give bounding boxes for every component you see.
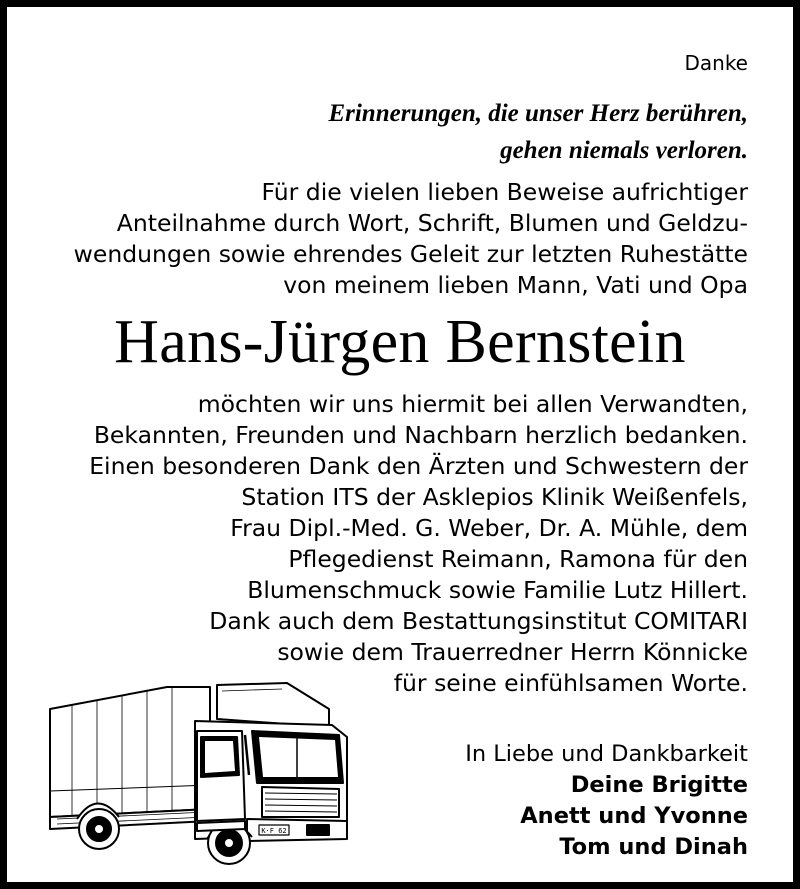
thanks-line: möchten wir uns hiermit bei allen Verwandten, [197,390,748,418]
thanks-line: Blumenschmuck sowie Familie Lutz Hillert. [247,576,748,604]
deceased-name: Hans-Jürgen Bernstein [114,308,686,376]
memorial-quote [328,95,748,169]
signature-name: Anett und Yvonne [520,803,748,829]
thanks-line: Dank auch dem Bestattungsinstitut COMITARI [209,607,748,635]
truck-illustration [47,679,352,869]
thanks-paragraph [89,389,748,699]
signature-block [465,739,748,863]
thanks-line: Bekannten, Freunden und Nachbarn herzlich bedanken. [93,421,748,449]
header-danke: Danke [684,51,748,75]
intro-line: von meinem lieben Mann, Vati und Opa [283,271,748,299]
intro-paragraph [74,177,748,301]
intro-line: wendungen sowie ehrendes Geleit zur letzten Ruhestätte [73,240,748,268]
signature-name: Tom und Dinah [559,834,748,860]
license-plate: K·F 62 [261,827,287,835]
thanks-line: Station ITS der Asklepios Klinik Weißenfels, [241,483,748,511]
signature-closing: In Liebe und Dankbarkeit [465,741,748,767]
signature-name: Deine Brigitte [570,772,748,798]
quote-line: Erinnerungen, die unser Herz berühren, [328,100,748,127]
intro-line: Für die vielen lieben Beweise aufrichtiger [261,178,748,206]
quote-line: gehen niemals verloren. [500,137,748,164]
thanks-line: sowie dem Trauerredner Herrn Könnicke [277,638,748,666]
intro-line: Anteilnahme durch Wort, Schrift, Blumen und Geldzu- [116,209,748,237]
thanks-line: für seine einfühlsamen Worte. [393,669,748,697]
thanks-line: Einen besonderen Dank den Ärzten und Schwestern der [89,452,748,480]
thanks-line: Pflegedienst Reimann, Ramona für den [288,545,748,573]
thanks-line: Frau Dipl.-Med. G. Weber, Dr. A. Mühle, dem [230,514,748,542]
